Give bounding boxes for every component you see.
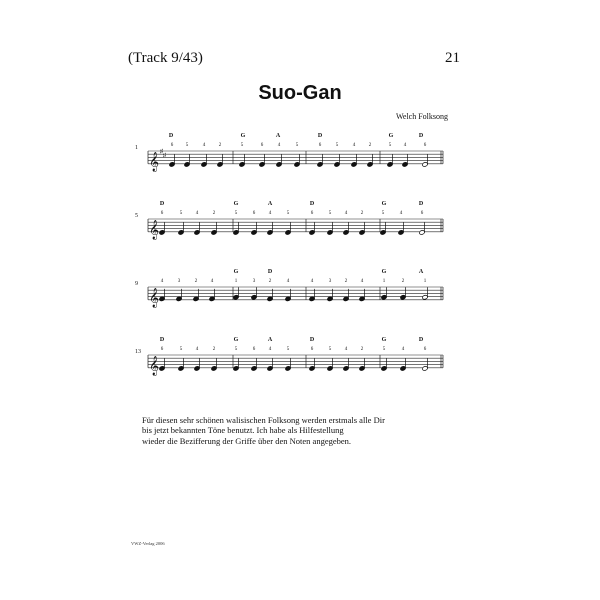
note-head [400, 366, 406, 371]
note-head [233, 230, 239, 235]
note-head [184, 162, 190, 167]
note-head [309, 296, 315, 301]
fingering-number: 2 [212, 211, 216, 216]
treble-clef-icon: 𝄞 [149, 355, 160, 375]
fingering-number: 4 [310, 279, 314, 284]
note-head [359, 296, 365, 301]
fingering-number: 6 [170, 143, 174, 148]
fingering-number: 2 [368, 143, 372, 148]
fingering-number: 4 [268, 211, 272, 216]
chord-label: D [309, 337, 315, 343]
fingering-number: 5 [240, 143, 244, 148]
note-head [159, 230, 165, 235]
fingering-number: 5 [381, 211, 385, 216]
note-head [343, 296, 349, 301]
fingering-number: 5 [295, 143, 299, 148]
fingering-number: 2 [218, 143, 222, 148]
chord-label: G [233, 201, 239, 207]
fingering-number: 5 [286, 211, 290, 216]
note-head [422, 162, 428, 167]
fingering-number: 6 [160, 347, 164, 352]
fingering-number: 6 [160, 211, 164, 216]
description-line: wieder die Bezifferung der Griffe über den Noten angegeben. [142, 435, 352, 446]
sharp-icon: ♯ [163, 153, 166, 159]
chord-label: A [267, 201, 273, 207]
note-head [351, 162, 357, 167]
chord-label: D [168, 133, 174, 139]
fingering-number: 2 [360, 211, 364, 216]
measure-number: 5 [135, 213, 138, 219]
fingering-number: 6 [310, 211, 314, 216]
chord-label: D [309, 201, 315, 207]
note-head [233, 366, 239, 371]
chord-label: G [233, 337, 239, 343]
treble-clef-icon: 𝄞 [149, 219, 160, 239]
note-head [327, 296, 333, 301]
fingering-number: 5 [234, 211, 238, 216]
note-head [334, 162, 340, 167]
fingering-number: 4 [344, 347, 348, 352]
note-head [251, 230, 257, 235]
note-head [381, 295, 387, 300]
track-number: (Track 9/43) [128, 50, 203, 66]
note-head [398, 230, 404, 235]
page-number: 21 [445, 50, 460, 66]
chord-label: G [240, 133, 246, 139]
fingering-number: 2 [401, 279, 405, 284]
note-head [359, 230, 365, 235]
fingering-number: 4 [399, 211, 403, 216]
chord-label: D [418, 201, 424, 207]
fingering-number: 1 [234, 279, 238, 284]
chord-label: D [159, 337, 165, 343]
song-subtitle: Welch Folksong [396, 112, 449, 121]
fingering-number: 6 [318, 143, 322, 148]
fingering-number: 5 [234, 347, 238, 352]
note-head [259, 162, 265, 167]
note-head [380, 230, 386, 235]
fingering-number: 5 [328, 211, 332, 216]
description-line: Für diesen sehr schönen walisischen Folksong werden erstmals alle Dir [142, 415, 385, 425]
fingering-number: 6 [252, 211, 256, 216]
fingering-number: 6 [260, 143, 264, 148]
note-head [159, 296, 165, 301]
note-head [211, 366, 217, 371]
chord-label: D [267, 269, 273, 275]
fingering-number: 4 [277, 143, 281, 148]
note-head [267, 296, 273, 301]
note-head [419, 230, 425, 235]
fingering-number: 4 [268, 347, 272, 352]
fingering-number: 5 [382, 347, 386, 352]
note-head [327, 230, 333, 235]
chord-label: A [267, 337, 273, 343]
note-head [233, 295, 239, 300]
note-head [251, 366, 257, 371]
note-head [422, 295, 428, 300]
fingering-number: 5 [335, 143, 339, 148]
note-head [209, 296, 215, 301]
chord-label: G [381, 201, 387, 207]
fingering-number: 6 [420, 211, 424, 216]
note-head [217, 162, 223, 167]
note-head [178, 366, 184, 371]
note-head [400, 295, 406, 300]
note-head [276, 162, 282, 167]
note-head [285, 296, 291, 301]
note-head [267, 366, 273, 371]
note-head [285, 230, 291, 235]
fingering-number: 5 [179, 347, 183, 352]
fingering-number: 4 [286, 279, 290, 284]
fingering-number: 4 [403, 143, 407, 148]
fingering-number: 4 [344, 211, 348, 216]
note-head [169, 162, 175, 167]
fingering-number: 4 [401, 347, 405, 352]
note-head [211, 230, 217, 235]
treble-clef-icon: 𝄞 [149, 151, 160, 171]
note-head [359, 366, 365, 371]
fingering-number: 2 [344, 279, 348, 284]
fingering-number: 5 [286, 347, 290, 352]
chord-label: G [388, 133, 394, 139]
fingering-number: 4 [210, 279, 214, 284]
fingering-number: 3 [328, 279, 332, 284]
chord-label: G [381, 269, 387, 275]
chord-label: D [418, 337, 424, 343]
note-head [201, 162, 207, 167]
description-text [142, 415, 472, 446]
treble-clef-icon: 𝄞 [149, 287, 160, 307]
chord-label: A [418, 269, 424, 275]
chord-label: G [381, 337, 387, 343]
note-head [178, 230, 184, 235]
note-head [294, 162, 300, 167]
fingering-number: 4 [360, 279, 364, 284]
fingering-number: 5 [328, 347, 332, 352]
fingering-number: 1 [423, 279, 427, 284]
note-head [402, 162, 408, 167]
fingering-number: 4 [352, 143, 356, 148]
fingering-number: 5 [388, 143, 392, 148]
fingering-number: 4 [195, 347, 199, 352]
fingering-number: 6 [252, 347, 256, 352]
fingering-number: 2 [360, 347, 364, 352]
chord-label: D [418, 133, 424, 139]
fingering-number: 6 [423, 143, 427, 148]
note-head [309, 366, 315, 371]
note-head [285, 366, 291, 371]
note-head [387, 162, 393, 167]
note-head [159, 366, 165, 371]
fingering-number: 4 [195, 211, 199, 216]
chord-label: G [233, 269, 239, 275]
fingering-number: 3 [177, 279, 181, 284]
fingering-number: 2 [194, 279, 198, 284]
fingering-number: 5 [185, 143, 189, 148]
note-head [343, 230, 349, 235]
fingering-number: 3 [252, 279, 256, 284]
note-head [239, 162, 245, 167]
sharp-icon: ♯ [160, 149, 163, 155]
measure-number: 9 [135, 281, 138, 287]
note-head [193, 296, 199, 301]
fingering-number: 2 [212, 347, 216, 352]
fingering-number: 5 [179, 211, 183, 216]
measure-number: 1 [135, 145, 138, 151]
song-title: Suo-Gan [258, 82, 342, 104]
chord-label: A [275, 133, 281, 139]
description-line: bis jetzt bekannten Töne benutzt. Ich habe als Hilfestellung [142, 425, 344, 436]
note-head [309, 230, 315, 235]
note-head [317, 162, 323, 167]
measure-number: 13 [135, 349, 141, 355]
note-head [422, 366, 428, 371]
note-head [381, 366, 387, 371]
note-head [194, 230, 200, 235]
chord-label: D [317, 133, 323, 139]
fingering-number: 6 [310, 347, 314, 352]
note-head [251, 295, 257, 300]
fingering-number: 2 [268, 279, 272, 284]
fingering-number: 4 [160, 279, 164, 284]
note-head [267, 230, 273, 235]
chord-label: D [159, 201, 165, 207]
fingering-number: 6 [423, 347, 427, 352]
note-head [194, 366, 200, 371]
fingering-number: 4 [202, 143, 206, 148]
note-head [176, 296, 182, 301]
note-head [367, 162, 373, 167]
publisher-footer: VWZ-Verlag 2006 [131, 541, 165, 546]
note-head [327, 366, 333, 371]
fingering-number: 1 [382, 279, 386, 284]
note-head [343, 366, 349, 371]
